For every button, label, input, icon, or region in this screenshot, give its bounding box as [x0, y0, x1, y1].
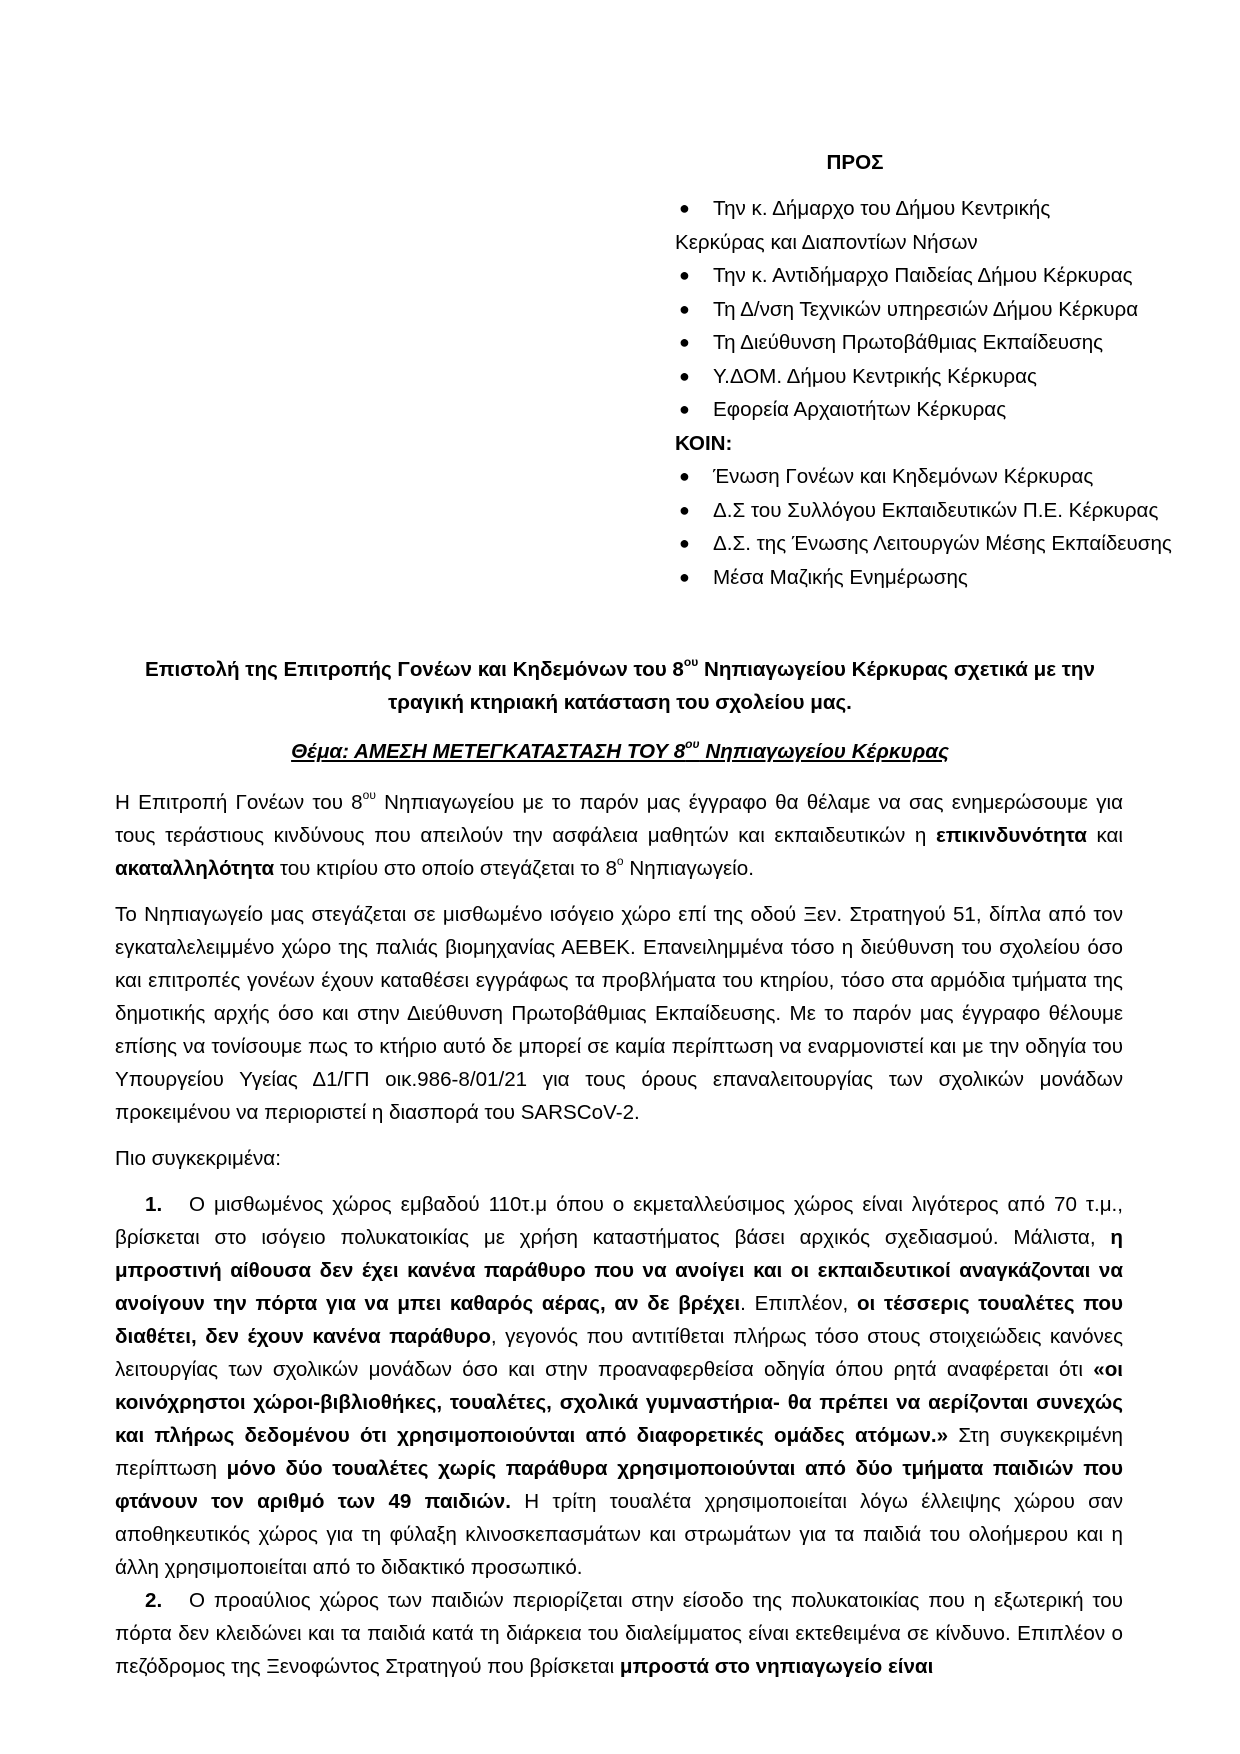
bullet-icon: ●	[679, 533, 690, 553]
recipient-item: ● Την κ. Δήμαρχο του Δήμου Κεντρικής	[675, 192, 1195, 226]
cc-list	[675, 460, 1195, 594]
paragraph-building: Το Νηπιαγωγείο μας στεγάζεται σε μισθωμένο ισόγειο χώρο επί της οδού Ξεν. Στρατηγού 51, δίπλα από τον εγκαταλελειμμένο χώρο της παλιάς βιομηχανίας ΑΕΒΕΚ. Επανειλημμένα τόσο η διεύθυνση του σχολείου όσο και επιτροπές γονέων έχουν καταθέσει εγγράφως τα προβλήματα του κτηρίου, τόσο στα αρμόδια τμήματα της δημοτικής αρχής όσο και στην Διεύθυνση Πρωτοβάθμιας Εκπαίδευσης. Με το παρόν μας έγγραφο θέλουμε επίσης να τονίσουμε πως το κτήριο αυτό δε μπορεί σε καμία περίπτωση να εναρμονιστεί και με την οδηγία του Υπουργείου Υγείας Δ1/ΓΠ οικ.986-8/01/21 για τους όρους επαναλειτουργίας των σχολικών μονάδων προκειμένου να περιοριστεί η διασπορά του SARSCoV-2.	[115, 903, 1123, 1124]
recipient-item: ● Την κ. Αντιδήμαρχο Παιδείας Δήμου Κέρκυρας	[675, 259, 1195, 293]
cc-item: ● Δ.Σ. της Ένωσης Λειτουργών Μέσης Εκπαίδευσης	[675, 527, 1195, 561]
bullet-icon: ●	[679, 466, 690, 486]
letter-subject: Θέμα: ΑΜΕΣΗ ΜΕΤΕΓΚΑΤΑΣΤΑΣΗ ΤΟΥ $8^{o\upsilon}$ Νηπιαγωγείου Κέρκυρας	[291, 737, 949, 763]
letter-title: Επιστολή της Επιτροπής Γονέων και Κηδεμόνων του $8^{o\upsilon}$ Νηπιαγωγείου Κέρκυρας σχετικά με την τραγική κτηριακή κατάσταση του σχολείου μας.	[145, 655, 1095, 714]
cc-item: ● Μέσα Μαζικής Ενημέρωσης	[675, 561, 1195, 595]
recipients-heading: ΠΡΟΣ	[826, 151, 884, 174]
point-item: 1. Ο μισθωμένος χώρος εμβαδού 110τ.μ όπου ο εκμεταλλεύσιμος χώρος είναι λιγότερος από 70 τ.μ., βρίσκεται στο ισόγειο πολυκατοικίας με χρήση καταστήματος βάσει αρχικός σχεδιασμού. Μάλιστα, η μπροστινή αίθουσα δεν έχει κανένα παράθυρο που να ανοίγει και οι εκπαιδευτικοί αναγκάζονται να ανοίγουν την πόρτα για να μπει καθαρός αέρας, αν δε βρέχει. Επιπλέον, οι τέσσερις τουαλέτες που διαθέτει, δεν έχουν κανένα παράθυρο, γεγονός που αντιτίθεται πλήρως τόσο στους στοιχειώδεις κανόνες λειτουργίας των σχολικών μονάδων όσο και στην προαναφερθείσα οδηγία όπου ρητά αναφέρεται ότι «οι κοινόχρηστοι χώροι-βιβλιοθήκες, τουαλέτες, σχολικά γυμναστήρια- θα πρέπει να αερίζονται συνεχώς και πλήρως δεδομένου ότι χρησιμοποιούνται από διαφορετικές ομάδες ατόμων.» Στη συγκεκριμένη περίπτωση μόνο δύο τουαλέτες χωρίς παράθυρα χρησιμοποιούνται από δύο τμήματα παιδιών που φτάνουν τον αριθμό των 49 παιδιών. Η τρίτη τουαλέτα χρησιμοποιείται λόγω έλλειψης χώρου σαν αποθηκευτικός χώρος για τη φύλαξη κλινοσκεπασμάτων και στρωμάτων για τα παιδιά του ολοήμερου και η άλλη χρησιμοποιείται από το διδακτικό προσωπικό.	[115, 1193, 1124, 1579]
bullet-icon: ●	[679, 399, 690, 419]
cc-heading: ΚΟΙΝ:	[675, 431, 733, 455]
recipients-list-continued	[675, 259, 1195, 427]
cc-item: ● Δ.Σ του Συλλόγου Εκπαιδευτικών Π.Ε. Κέρκυρας	[675, 494, 1195, 528]
cc-item: ● Ένωση Γονέων και Κηδεμόνων Κέρκυρας	[675, 460, 1195, 494]
points-list	[115, 1188, 1123, 1683]
recipients-block	[675, 146, 1195, 594]
paragraph-intro: Η Επιτροπή Γονέων του $8^{o\upsilon}$ Νηπιαγωγείου με το παρόν μας έγγραφο θα θέλαμε να σας ενημερώσουμε για τους τεράστιους κινδύνους που απειλούν την ασφάλεια μαθητών και εκπαιδευτικών η επικινδυνότητα και ακαταλληλότητα του κτιρίου στο οποίο στεγάζεται το $8^o$ Νηπιαγωγείο.	[115, 788, 1124, 880]
recipients-list	[675, 192, 1195, 226]
bullet-icon: ●	[679, 566, 690, 587]
bullet-icon: ●	[679, 332, 690, 352]
bullet-icon: ●	[679, 198, 690, 218]
bullet-icon: ●	[679, 499, 690, 520]
recipient-item: ● Τη Διεύθυνση Πρωτοβάθμιας Εκπαίδευσης	[675, 326, 1195, 360]
recipient-item: ● Υ.ΔΟΜ. Δήμου Κεντρικής Κέρκυρας	[675, 360, 1195, 394]
paragraph-more-specifically: Πιο συγκεκριμένα:	[115, 1147, 281, 1170]
bullet-icon: ●	[679, 365, 690, 386]
bullet-icon: ●	[679, 265, 690, 285]
point-item: 2. Ο προαύλιος χώρος των παιδιών περιορίζεται στην είσοδο της πολυκατοικίας που η εξωτερική του πόρτα δεν κλειδώνει και τα παιδιά κατά τη διάρκεια του διαλείμματος είναι εκτεθειμένα σε κίνδυνο. Επιπλέον ο πεζόδρομος της Ξενοφώντος Στρατηγού που βρίσκεται μπροστά στο νηπιαγωγείο είναι	[115, 1589, 1123, 1678]
bullet-icon: ●	[679, 298, 690, 319]
recipient-item-continuation: Κερκύρας και Διαποντίων Νήσων	[675, 230, 978, 254]
recipient-item: ● Εφορεία Αρχαιοτήτων Κέρκυρας	[675, 393, 1195, 427]
letter-body	[115, 786, 1123, 1683]
recipient-item: ● Τη Δ/νση Τεχνικών υπηρεσιών Δήμου Κέρκυρα	[675, 293, 1195, 327]
